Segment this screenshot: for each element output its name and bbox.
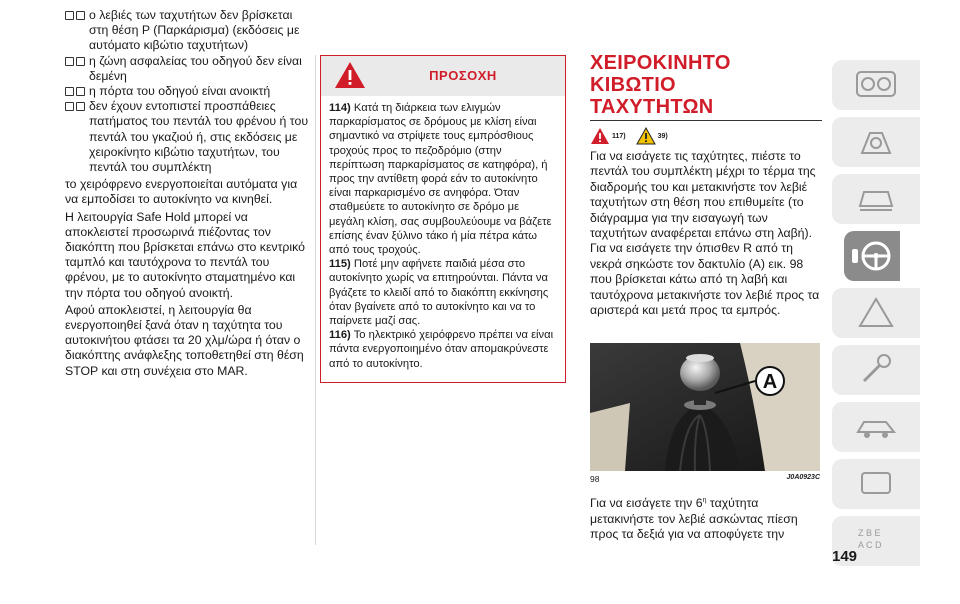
caution-triangle-icon [636,127,656,145]
title-rule [590,120,822,121]
multimedia-icon [854,465,898,503]
tab-emergency[interactable] [832,288,920,338]
checkbox-icon [65,102,85,111]
bullet-item: η ζώνη ασφαλείας του οδηγού δεν είναι δεμένη [65,54,311,84]
svg-text:A C D: A C D [858,540,882,550]
figure-caption [590,474,820,484]
page-number: 149 [832,548,858,565]
tab-lights[interactable] [832,174,920,224]
paragraph: Η λειτουργία Safe Hold μπορεί να αποκλειστεί προσωρινά πιέζοντας τον διακόπτη που βρίσκεται επάνω στο κεντρικό ταμπλό και ταυτόχρονα το πεντάλ του φρένου, με το αυτοκίνητο σταματημένο και την πόρτα του οδηγού ανοικτή. [65,209,305,300]
tab-maintenance[interactable] [832,345,920,395]
warning-refs: 117) 39) [590,125,822,147]
car-front-icon [854,180,898,218]
warning-light-icon [854,294,898,332]
paragraph: Για να εισάγετε την όπισθεν R από τη νεκρά σηκώστε τον δακτυλίο (A) εικ. 98 που βρίσκεται κάτω από τη λαβή και ταυτόχρονα μετακινήστε τον λεβιέ προς τα αριστερά και μετά προς τα εμπρός. [590,241,820,318]
bullet-item: η πόρτα του οδηγού είναι ανοικτή [65,84,311,99]
tab-safety[interactable] [832,117,920,167]
airbag-icon [854,123,898,161]
gear-lever-photo [590,343,820,471]
checkbox-icon [65,11,85,20]
note-number: 115) [329,258,351,271]
warning-header [321,56,565,96]
figure-code: J0A0923C [786,474,820,481]
paragraph: το χειρόφρενο ενεργοποιείται αυτόματα για να εμποδίσει το αυτοκίνητο να κινηθεί. [65,177,298,207]
wrench-icon [854,351,898,389]
tab-technical-data[interactable] [832,402,920,452]
gear-lever-illustration [590,343,820,471]
svg-text:Z B E: Z B E [858,528,881,538]
alphabet-index-icon [854,522,898,560]
bullet-item: ο λεβιές των ταχυτήτων δεν βρίσκεται στη θέση P (Παρκάρισμα) (εκδόσεις με αυτόματο κιβώτιο ταχυτήτων) [65,8,311,54]
warning-box [320,55,566,383]
steering-wheel-icon [850,237,894,275]
paragraph: Για να εισάγετε τις ταχύτητες, πιέστε το πεντάλ του συμπλέκτη μέχρι το τέρμα της διαδρομής του και μετακινήστε τον λεβιέ ταχυτήτων στη θέση που επιθυμείτε (το διάγραμμα για την εισαγωγή των ταχυτήτων αναφέρεται επάνω στη λαβή). [590,149,816,241]
checkbox-icon [65,57,85,66]
column-right [590,52,822,318]
section-title: ΧΕΙΡΟΚΙΝΗΤΟ ΚΙΒΩΤΙΟ ΤΑΧΥΤΗΤΩΝ [590,52,731,118]
car-side-icon [854,408,898,446]
note-number: 116) [329,329,351,342]
chapter-tabs [832,60,920,573]
paragraph: Αφού αποκλειστεί, η λειτουργία θα ενεργοποιηθεί ξανά όταν η ταχύτητα του αυτοκινήτου φτάσει τα 20 χλμ/ώρα ή όταν ο διακόπτης ανάφλεξης τοποθετηθεί στη θέση STOP και στη συνέχεια στο MAR. [65,302,304,378]
figure-label: A [762,371,778,393]
tab-car-dashboard[interactable] [832,60,920,110]
column-divider [315,55,316,545]
note-number: 114) [329,102,351,114]
warning-body: 114) Κατά τη διάρκεια των ελιγμών παρκαρίσματος σε δρόμους με κλίση είναι σημαντικό να στρίψετε τους εμπρόσθιους τροχούς προς το πεζοδρόμιο (στην περίπτωση παρκαρίσματος σε κατηφόρα), ή προς την αντίθετη φορά εάν το αυτοκίνητο είναι παρκαρισμένο σε ανηφόρα. Όταν σταθμεύετε το αυτοκίνητο σε δρόμο με μεγάλη κλίση, σας συμβουλεύουμε να βάζετε επίσης έναν ξύλινο τάκο ή μία πέτρα κάτω από τους τροχούς. 115) Ποτέ μην αφήνετε παιδιά μέσα στο αυτοκίνητο χωρίς να επιτηρούνται. Πάντα να βγάζετε το κλειδί από το διακόπτη εκκίνησης όταν βγαίνετε από το αυτοκίνητο και να το παίρνετε μαζί σας. 116) Το ηλεκτρικό χειρόφρενο πρέπει να είναι πάντα ενεργοποιημένο όταν απομακρύνεστε από το αυτοκίνητο. [329,102,554,370]
tab-starting-driving[interactable] [844,231,900,281]
bullet-item: δεν έχουν εντοπιστεί προσπάθειες πατήματος του πεντάλ του φρένου ή του πεντάλ του γκαζιού ή, στις εκδόσεις με χειροκίνητο κιβώτιο ταχυτήτων, του πεντάλ του συμπλέκτη [65,99,311,175]
car-dashboard-icon [854,66,898,104]
figure-number: 98 [590,474,600,484]
column-left [65,8,311,379]
tab-multimedia[interactable] [832,459,920,509]
warning-title: ΠΡΟΣΟΧΗ [429,68,497,83]
paragraph: Για να εισάγετε την $6^\eta$ ταχύτητα μετακινήστε τον λεβιέ ασκώντας πίεση προς τα δεξιά για να αποφύγετε την [590,496,798,541]
warning-triangle-icon [590,127,610,145]
checkbox-icon [65,87,85,96]
